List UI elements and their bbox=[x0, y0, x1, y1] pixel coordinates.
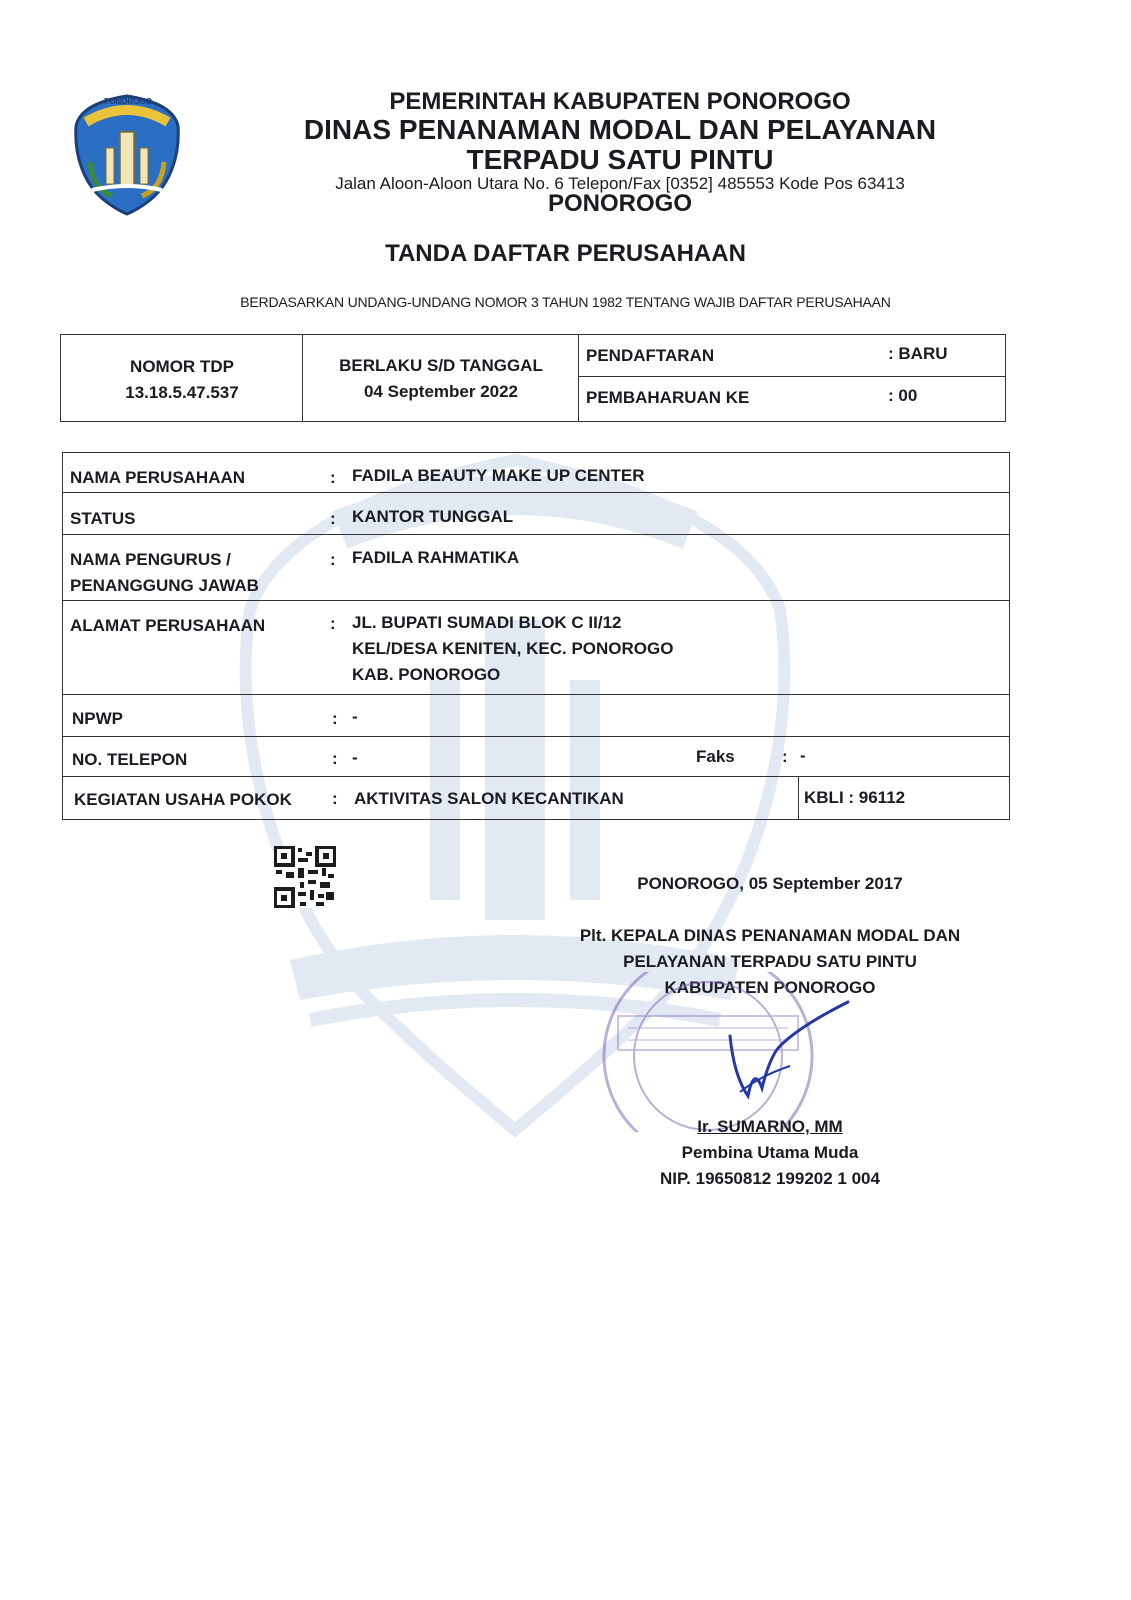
qr-code bbox=[274, 846, 336, 908]
renewal-value: : 00 bbox=[888, 386, 918, 405]
status-value: KANTOR TUNGGAL bbox=[352, 507, 514, 526]
colon: : bbox=[332, 709, 338, 728]
address-line-3: KAB. PONOROGO bbox=[352, 665, 501, 684]
tdp-value: 13.18.5.47.537 bbox=[125, 383, 239, 402]
reg-divider-2 bbox=[578, 334, 579, 422]
signatory-nip: NIP. 19650812 199202 1 004 bbox=[660, 1169, 880, 1188]
kbli-divider bbox=[798, 776, 799, 820]
handwritten-signature bbox=[700, 996, 860, 1116]
reg-type-value: : BARU bbox=[888, 344, 948, 363]
legal-basis: BERDASARKAN UNDANG-UNDANG NOMOR 3 TAHUN 1982 TENTANG WAJIB DAFTAR PERUSAHAAN bbox=[240, 294, 891, 310]
reg-divider-1 bbox=[302, 334, 303, 422]
row-divider bbox=[62, 694, 1010, 695]
tdp-label: NOMOR TDP bbox=[130, 357, 234, 376]
header-address: Jalan Aloon-Aloon Utara No. 6 Telepon/Fax [0352] 485553 Kode Pos 63413 bbox=[335, 174, 905, 193]
reg-divider-3 bbox=[578, 376, 1006, 377]
signatory-rank: Pembina Utama Muda bbox=[681, 1143, 859, 1162]
signatory-position-2: PELAYANAN TERPADU SATU PINTU bbox=[623, 952, 917, 971]
activity-value: AKTIVITAS SALON KECANTIKAN bbox=[354, 789, 624, 808]
header-city: PONOROGO bbox=[547, 190, 692, 217]
colon: : bbox=[330, 614, 336, 633]
company-name-value: FADILA BEAUTY MAKE UP CENTER bbox=[352, 466, 645, 485]
fax-label: Faks bbox=[696, 747, 735, 766]
emblem-label: PONOROGO bbox=[103, 97, 152, 106]
manager-label-2: PENANGGUNG JAWAB bbox=[70, 576, 259, 595]
signatory-name: Ir. SUMARNO, MM bbox=[697, 1117, 843, 1136]
place-date: PONOROGO, 05 September 2017 bbox=[637, 874, 903, 893]
renewal-label: PEMBAHARUAN KE bbox=[586, 388, 750, 407]
npwp-label: NPWP bbox=[72, 709, 123, 728]
row-divider bbox=[62, 534, 1010, 535]
colon: : bbox=[330, 509, 336, 528]
valid-value: 04 September 2022 bbox=[363, 382, 519, 401]
signatory-position-3: KABUPATEN PONOROGO bbox=[664, 978, 876, 997]
manager-label-1: NAMA PENGURUS / bbox=[70, 550, 231, 569]
document-title: TANDA DAFTAR PERUSAHAAN bbox=[385, 240, 746, 267]
header-agency-1: DINAS PENANAMAN MODAL DAN PELAYANAN bbox=[303, 114, 937, 145]
manager-value: FADILA RAHMATIKA bbox=[352, 548, 520, 567]
address-label: ALAMAT PERUSAHAAN bbox=[70, 616, 266, 635]
valid-label: BERLAKU S/D TANGGAL bbox=[339, 356, 543, 375]
reg-type-label: PENDAFTARAN bbox=[586, 346, 715, 365]
row-divider bbox=[62, 492, 1010, 493]
address-line-2: KEL/DESA KENITEN, KEC. PONOROGO bbox=[352, 639, 674, 658]
colon: : bbox=[332, 789, 338, 808]
status-label: STATUS bbox=[70, 509, 136, 528]
phone-label: NO. TELEPON bbox=[72, 750, 188, 769]
address-line-1: JL. BUPATI SUMADI BLOK C II/12 bbox=[352, 613, 622, 632]
colon: : bbox=[782, 747, 788, 766]
header-agency-2: TERPADU SATU PINTU bbox=[466, 144, 774, 175]
row-divider bbox=[62, 776, 1010, 777]
fax-value: - bbox=[800, 746, 806, 765]
row-divider bbox=[62, 600, 1010, 601]
colon: : bbox=[330, 550, 336, 569]
kbli-code: KBLI : 96112 bbox=[804, 788, 906, 807]
company-name-label: NAMA PERUSAHAAN bbox=[70, 468, 246, 487]
phone-value: - bbox=[352, 748, 358, 767]
colon: : bbox=[330, 468, 336, 487]
header-government: PEMERINTAH KABUPATEN PONOROGO bbox=[389, 88, 851, 115]
colon: : bbox=[332, 749, 338, 768]
signatory-position-1: Plt. KEPALA DINAS PENANAMAN MODAL DAN bbox=[579, 926, 961, 945]
npwp-value: - bbox=[352, 707, 358, 726]
activity-label: KEGIATAN USAHA POKOK bbox=[74, 790, 292, 809]
row-divider bbox=[62, 736, 1010, 737]
